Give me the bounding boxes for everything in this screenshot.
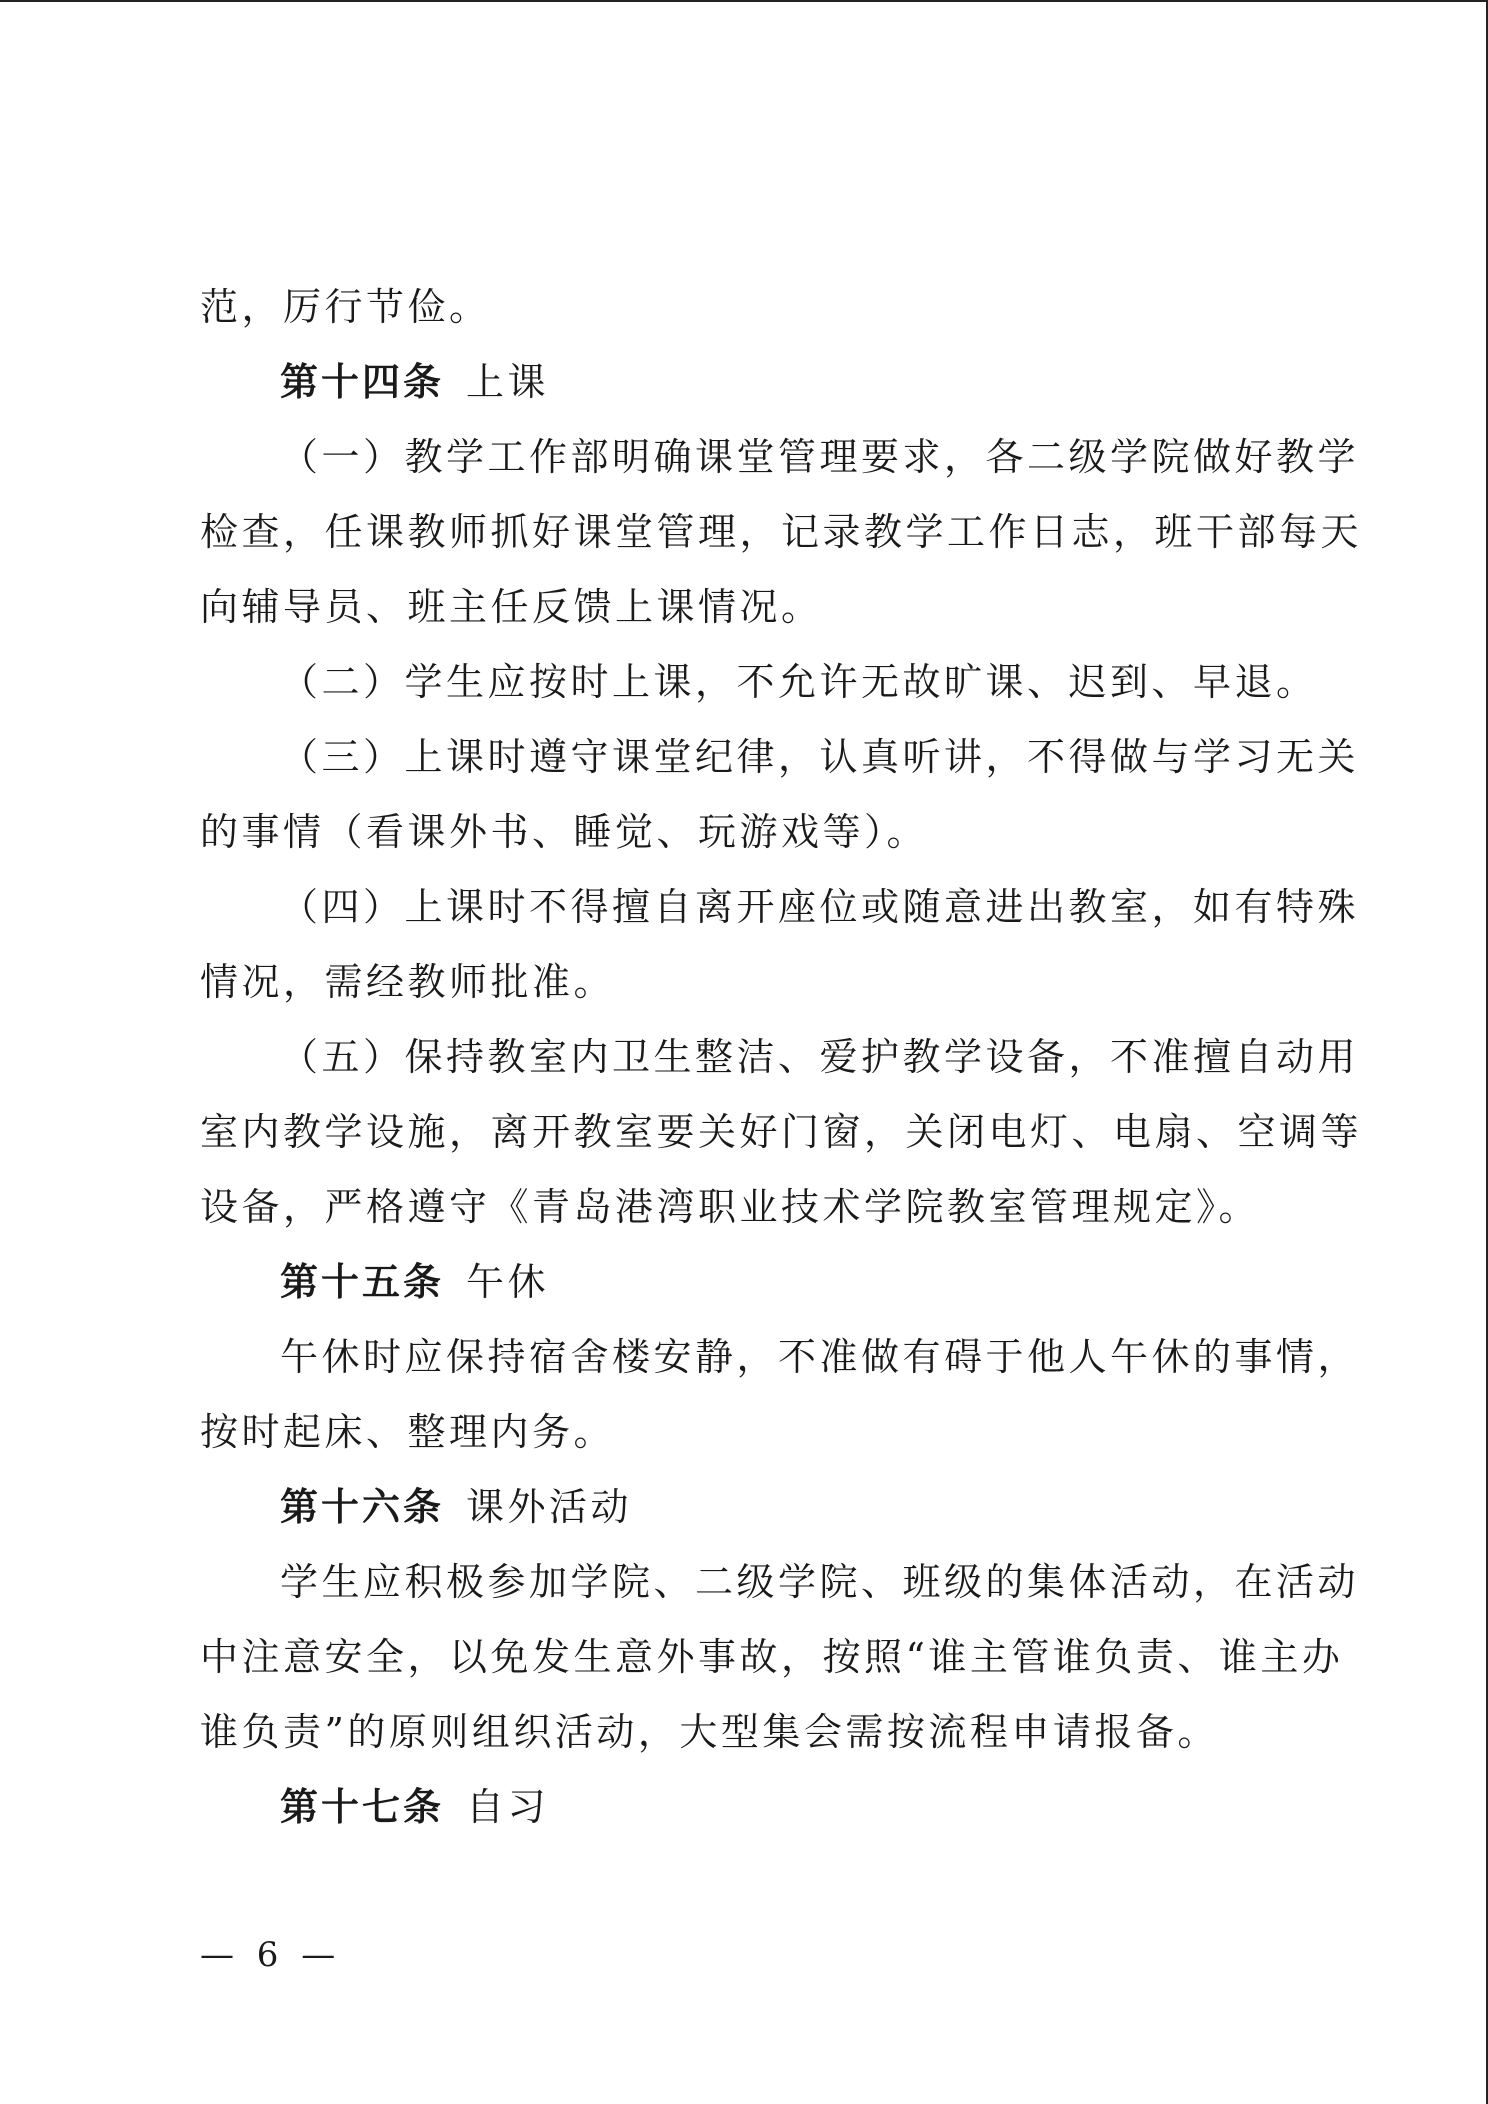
body-line: 按时起床、整理内务。 bbox=[200, 1410, 616, 1454]
article-number: 第十四条 bbox=[280, 360, 445, 404]
body-line: 检查，任课教师抓好课堂管理，记录教学工作日志，班干部每天 bbox=[200, 510, 1363, 554]
body-line: 设备，严格遵守《青岛港湾职业技术学院教室管理规定》。 bbox=[200, 1185, 1261, 1229]
article-title: 上课 bbox=[466, 360, 550, 404]
body-line: 情况，需经教师批准。 bbox=[200, 960, 616, 1004]
body-line: 中注意安全，以免发生意外事故，按照“谁主管谁负责、谁主办 bbox=[200, 1635, 1344, 1679]
page-border-top bbox=[0, 0, 1488, 2]
article-14-heading bbox=[200, 345, 1300, 420]
body-line: 范，厉行节俭。 bbox=[200, 285, 491, 329]
body-line: （一）教学工作部明确课堂管理要求，各二级学院做好教学 bbox=[280, 435, 1360, 479]
body-line: 谁负责”的原则组织活动，大型集会需按流程申请报备。 bbox=[200, 1710, 1219, 1754]
article-number: 第十七条 bbox=[280, 1785, 445, 1829]
article-number: 第十六条 bbox=[280, 1485, 445, 1529]
article-15-heading bbox=[200, 1245, 1300, 1320]
page-number: — 6 — bbox=[200, 1935, 342, 1975]
body-line: 室内教学设施，离开教室要关好门窗，关闭电灯、电扇、空调等 bbox=[200, 1110, 1363, 1154]
body-line: 的事情（看课外书、睡觉、玩游戏等）。 bbox=[200, 810, 929, 854]
article-title: 自习 bbox=[466, 1785, 550, 1829]
article-title: 课外活动 bbox=[466, 1485, 633, 1529]
body-line: 学生应积极参加学院、二级学院、班级的集体活动，在活动 bbox=[280, 1560, 1360, 1604]
article-title: 午休 bbox=[466, 1260, 550, 1304]
article-16-heading bbox=[200, 1470, 1300, 1545]
body-line: 午休时应保持宿舍楼安静，不准做有碍于他人午休的事情， bbox=[280, 1335, 1360, 1379]
document-body bbox=[200, 270, 1363, 1845]
body-line: （五）保持教室内卫生整洁、爱护教学设备，不准擅自动用 bbox=[280, 1035, 1360, 1079]
article-17-heading bbox=[200, 1770, 1300, 1845]
body-line: （四）上课时不得擅自离开座位或随意进出教室，如有特殊 bbox=[280, 885, 1360, 929]
body-line: （二）学生应按时上课，不允许无故旷课、迟到、早退。 bbox=[280, 660, 1318, 704]
body-line: （三）上课时遵守课堂纪律，认真听讲，不得做与学习无关 bbox=[280, 735, 1360, 779]
body-line: 向辅导员、班主任反馈上课情况。 bbox=[200, 585, 823, 629]
article-number: 第十五条 bbox=[280, 1260, 445, 1304]
